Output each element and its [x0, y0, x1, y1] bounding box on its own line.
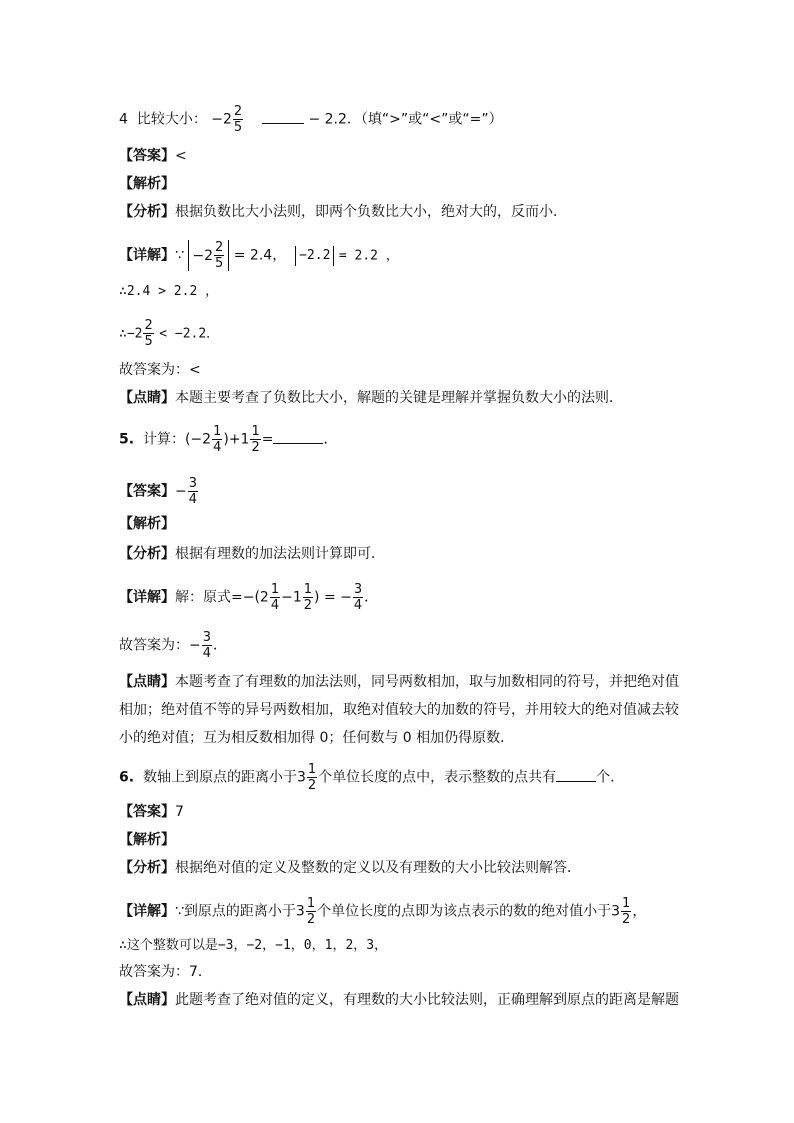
detail-label: 【详解】 — [119, 247, 175, 264]
q4-detail-2: ∴2.4 > 2.2 ， — [119, 284, 219, 299]
answer-label: 【答案】 — [119, 483, 175, 500]
fraction: $\frac{1}{2}$ — [622, 896, 631, 927]
fraction: $\frac{2}{5}$ — [144, 318, 153, 349]
q4-dianjing: 【点睛】本题主要考查了负数比大小，解题的关键是理解并掌握负数大小的法则． — [119, 390, 623, 406]
fraction: $\frac{1}{4}$ — [213, 424, 222, 455]
fraction: $\frac{2}{5}$ — [233, 104, 243, 135]
q4-answer — [119, 146, 187, 166]
dianjing-label: 【点睛】 — [119, 390, 175, 406]
question-number: 5. — [119, 431, 135, 448]
fraction: $\frac{1}{4}$ — [270, 582, 280, 613]
answer-blank[interactable] — [556, 781, 596, 782]
q6-fenxi: 【分析】根据绝对值的定义及整数的定义以及有理数的大小比较法则解答． — [119, 860, 581, 876]
question-number: 6. — [119, 769, 135, 786]
q4-analysis-label: 【解析】 — [119, 176, 175, 192]
q5-dianjing-3: 小的绝对值；互为相反数相加得 0；任何数与 0 相加仍得原数． — [119, 730, 515, 746]
fraction: $\frac{3}{4}$ — [202, 630, 212, 661]
stem-text: 比较大小： — [136, 111, 207, 128]
answer-label: 【答案】 — [119, 148, 175, 164]
q5-answer: 【答案】− $\frac{3}{4}$ — [119, 476, 198, 507]
stem-text: − 2.2．（填“>”或“<”或“=”） — [308, 111, 503, 128]
q6-detail-2: ∴这个整数可以是−3，−2，−1，0，1，2，3， — [119, 938, 388, 953]
abs-value: −2 $\frac{2}{5}$ — [188, 240, 229, 271]
answer-blank[interactable] — [273, 443, 323, 444]
question-number: 4 — [119, 111, 128, 128]
q5-fenxi: 【分析】根据有理数的加法法则计算即可． — [119, 546, 385, 562]
q5-analysis-label: 【解析】 — [119, 516, 175, 532]
q5-stem: 5. 计算：(−2 $\frac{1}{4}$ )+1 $\frac{1}{2}$ = ． — [119, 424, 338, 455]
q4-fenxi — [119, 202, 567, 222]
q5-dianjing-2: 相加；绝对值不等的异号两数相加，取绝对值较大的加数的符号，并用较大的绝对值减去较 — [119, 702, 679, 718]
q4-detail-3: ∴−2 $\frac{2}{5}$ < −2.2． — [119, 318, 220, 349]
fraction: $\frac{1}{2}$ — [251, 424, 260, 455]
q5-dianjing-1: 【点睛】本题考查了有理数的加法法则，同号两数相加，取与加数相同的符号，并把绝对值 — [119, 674, 679, 690]
fraction: $\frac{1}{2}$ — [306, 896, 316, 927]
q6-detail-1: 【详解】∵到原点的距离小于3 $\frac{1}{2}$ 个单位长度的点即为该点表示的数的绝对值小于3 $\frac{1}{2}$ ， — [119, 896, 647, 927]
q5-final: 故答案为：− $\frac{3}{4}$ ． — [119, 630, 228, 661]
q4-detail-1: 【详解】∵ −2 $\frac{2}{5}$ = 2.4， −2.2 = 2.2 ， — [119, 240, 399, 271]
fenxi-label: 【分析】 — [119, 204, 175, 220]
answer-blank[interactable] — [262, 123, 304, 124]
fenxi-text: 根据负数比大小法则，即两个负数比大小，绝对大的，反而小． — [175, 204, 567, 220]
fraction: $\frac{1}{2}$ — [303, 582, 313, 613]
abs-value: −2.2 — [295, 246, 334, 266]
fraction: $\frac{1}{2}$ — [307, 762, 317, 793]
answer-label: 【答案】 — [119, 804, 175, 820]
q4-final: 故答案为：< — [119, 362, 201, 378]
q6-stem: 6. 数轴上到原点的距离小于3 $\frac{1}{2}$ 个单位长度的点中，表示整数的点共有 个． — [119, 762, 625, 793]
q5-detail: 【详解】解：原式=−(2 $\frac{1}{4}$ −1 $\frac{1}{2}$ ) = − $\frac{3}{4}$ ． — [119, 582, 379, 613]
neg-two: −2 — [211, 111, 232, 128]
q6-answer: 【答案】7 — [119, 804, 184, 820]
q6-analysis-label: 【解析】 — [119, 832, 175, 848]
fraction: $\frac{3}{4}$ — [188, 476, 198, 507]
q6-final: 故答案为：7． — [119, 964, 212, 980]
q6-dianjing: 【点睛】此题考查了绝对值的定义，有理数的大小比较法则，正确理解到原点的距离是解题 — [119, 992, 679, 1008]
answer-value: < — [175, 148, 187, 164]
fraction: $\frac{3}{4}$ — [353, 582, 363, 613]
q4-stem — [119, 104, 503, 135]
